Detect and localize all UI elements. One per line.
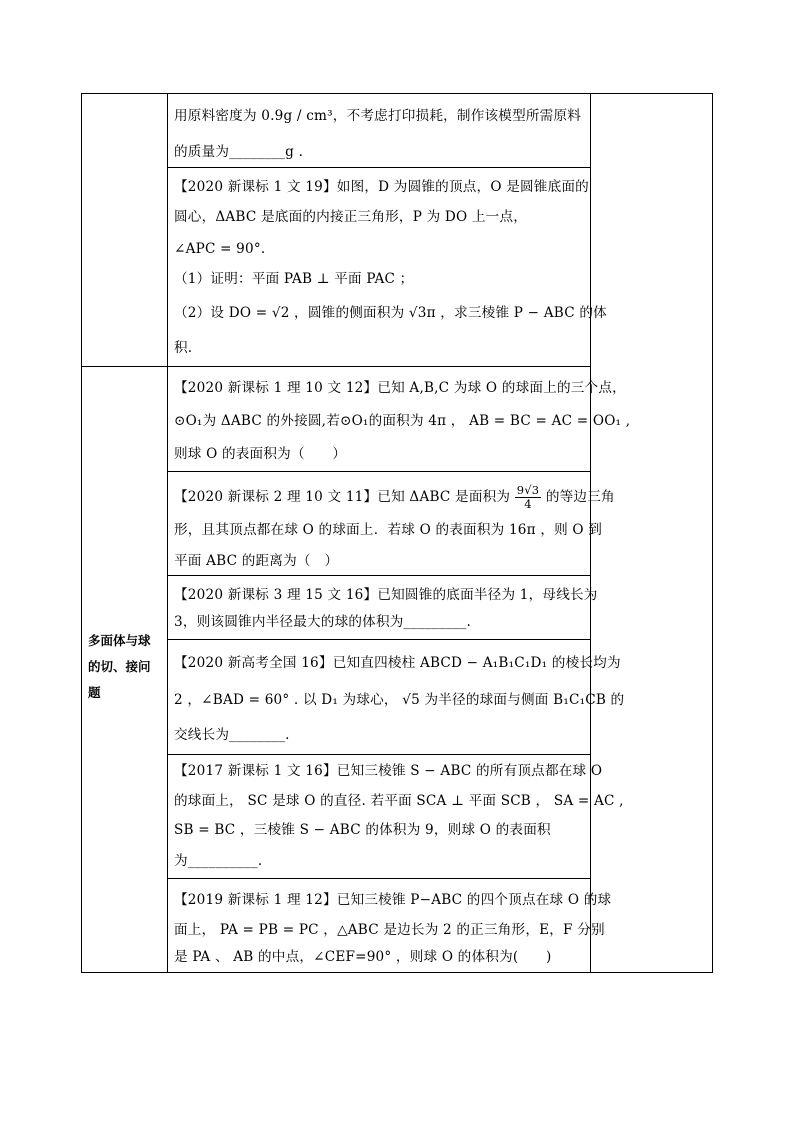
problem-4-line-1-tail: 的等边三角 [545,489,615,505]
problem-2-line-4: （1）证明：平面 PAB ⊥ 平面 PAC ； [174,271,414,287]
problem-8-line-2: 面上， PA = PB = PC ，△ABC 是边长为 2 的正三角形，E，F 分别 [174,922,605,938]
problem-8-line-1: 【2019 新课标 1 理 12】已知三棱锥 P−ABC 的四个顶点在球 O 的球 [174,892,612,908]
problem-2-line-5: （2）设 DO = √2 ，圆锥的侧面积为 √3π ，求三棱锥 P − ABC 的体 [174,305,607,321]
fraction-numerator: 9√3 [516,483,540,497]
problem-4-line-3: 平面 ABC 的距离为（ ） [174,553,339,569]
category-label-line1: 多面体与球 [88,633,151,648]
notes-cell [590,93,713,973]
problem-3-line-3: 则球 O 的表面积为（ ） [174,446,347,462]
problem-5-line-2: 3，则该圆锥内半径最大的球的体积为_________. [174,614,472,630]
problem-4-line-1-text: 【2020 新课标 2 理 10 文 11】已知 ΔABC 是面积为 [174,489,511,505]
fraction-denominator: 4 [524,497,532,511]
problem-6-line-2: 2 ，∠BAD = 60° . 以 D₁ 为球心， √5 为半径的球面与侧面 B₁C₁CB 的 [174,692,625,708]
problem-2-line-3: ∠APC = 90°. [174,241,266,257]
problem-cell-6 [167,639,625,754]
content-table [81,93,713,973]
problem-cell-8 [167,878,612,973]
problem-cell-1 [167,93,590,167]
problem-4-line-2: 形，且其顶点都在球 O 的球面上．若球 O 的表面积为 16π ，则 O 到 [174,522,603,538]
problem-2-line-2: 圆心，ΔABC 是底面的内接正三角形，P 为 DO 上一点， [174,209,528,225]
problem-3-line-1: 【2020 新课标 1 理 10 文 12】已知 A,B,C 为球 O 的球面上的三个点， [174,380,626,396]
problem-8-line-3: 是 PA 、 AB 的中点，∠CEF=90° ，则球 O 的体积为( ) [174,949,552,965]
problem-1-line-1: 用原料密度为 0.9g / cm³，不考虑打印损耗，制作该模型所需原料 [174,108,582,124]
category-label-line2: 的切、接问 [88,659,151,674]
problem-2-line-6: 积. [174,340,193,356]
problem-cell-5 [167,575,598,639]
problem-cell-4 [167,471,615,575]
problem-4-line-1 [174,483,615,511]
category-cell-empty [81,93,167,366]
problem-7-line-4: 为__________. [174,853,263,869]
problem-cell-2 [167,167,607,366]
problem-7-line-1: 【2017 新课标 1 文 16】已知三棱锥 S − ABC 的所有顶点都在球 O [174,763,603,779]
problem-cell-7 [167,754,624,878]
category-cell [81,366,167,973]
problem-cell-3 [167,366,631,471]
category-label-line3: 题 [88,685,101,700]
problem-5-line-1: 【2020 新课标 3 理 15 文 16】已知圆锥的底面半径为 1，母线长为 [174,587,598,603]
problem-6-line-3: 交线长为________. [174,727,290,743]
problem-2-line-1: 【2020 新课标 1 文 19】如图，D 为圆锥的顶点，O 是圆锥底面的 [174,179,589,195]
problem-7-line-3: SB = BC ，三棱锥 S − ABC 的体积为 9，则球 O 的表面积 [174,822,551,838]
problem-6-line-1: 【2020 新高考全国 16】已知直四棱柱 ABCD − A₁B₁C₁D₁ 的棱长均为 [174,655,621,671]
problem-1-line-2: 的质量为________g . [174,144,304,160]
fraction [515,484,542,511]
problem-3-line-2: ⊙O₁为 ΔABC 的外接圆,若⊙O₁的面积为 4π ， AB = BC = AC = OO₁ , [174,413,631,429]
problem-7-line-2: 的球面上， SC 是球 O 的直径. 若平面 SCA ⊥ 平面 SCB ， SA = AC , [174,793,624,809]
